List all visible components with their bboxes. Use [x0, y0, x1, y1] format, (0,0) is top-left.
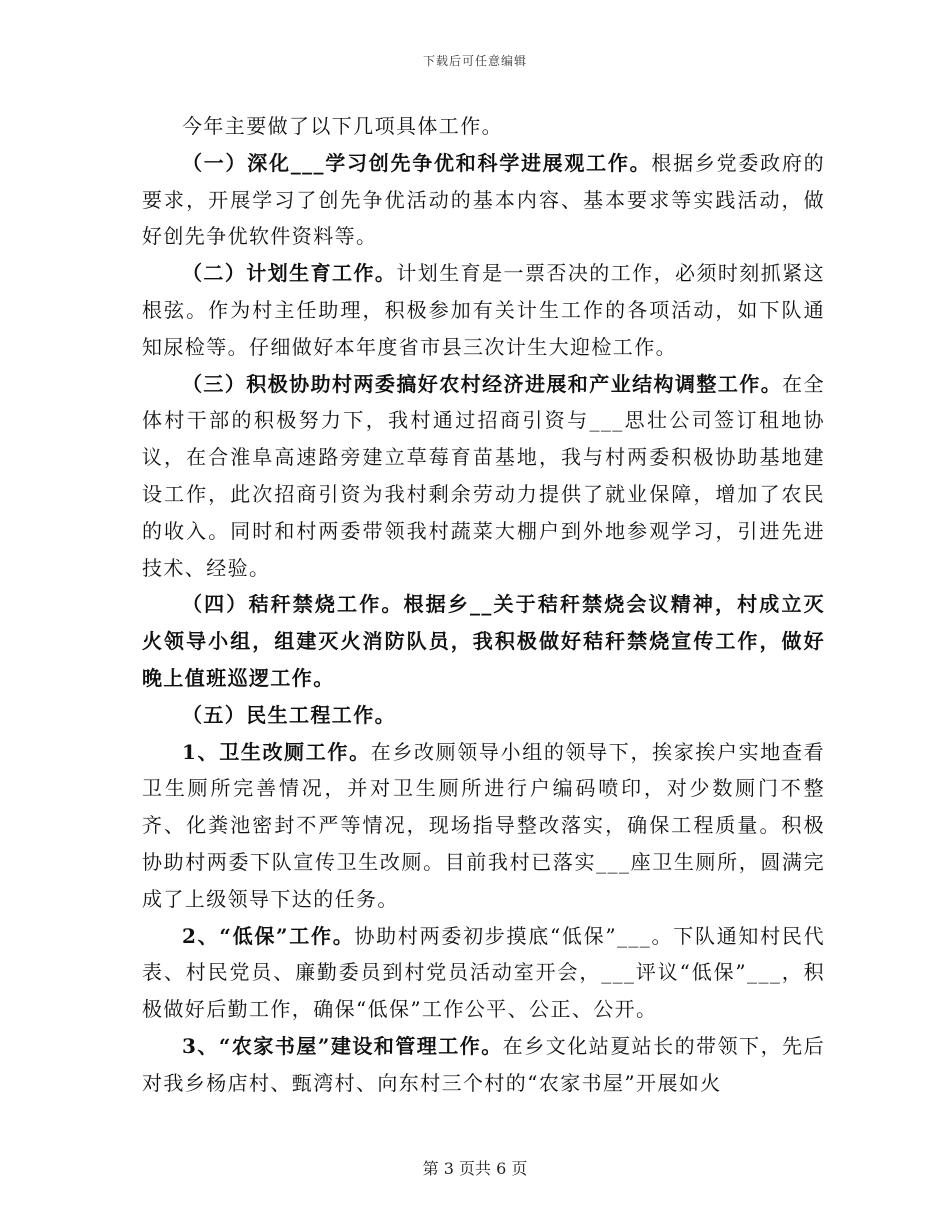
paragraph-section-5 [142, 697, 825, 734]
paragraph-section-3 [142, 366, 825, 587]
paragraph-section-2 [142, 255, 825, 365]
document-body [142, 108, 825, 1102]
paragraph-text: 今年主要做了以下几项具体工作。 [182, 114, 503, 138]
paragraph-heading: 2、“低保”工作。 [182, 923, 355, 948]
paragraph-text: 协助村两委初步摸底“低保”___。下队通知村民代表、村民党员、廉勤委员到村党员活动室开会，___评议“低保”___，积极做好后勤工作，确保“低保”工作公平、公正、公开。 [142, 923, 825, 1022]
paragraph-heading: （三）积极协助村两委搞好农村经济进展和产业结构调整工作。 [182, 371, 783, 396]
paragraph-section-1 [142, 145, 825, 255]
paragraph-text: 根据乡党委政府的要求，开展学习了创先争优活动的基本内容、基本要求等实践活动，做好创先争优软件资料等。 [142, 150, 826, 249]
paragraph-heading: （一）深化___学习创先争优和科学进展观工作。 [182, 150, 652, 175]
paragraph-section-4 [142, 586, 825, 696]
paragraph-item-3 [142, 1028, 825, 1102]
paragraph-text: 计划生育是一票否决的工作，必须时刻抓紧这根弦。作为村主任助理，积极参加有关计生工作的各项活动，如下队通知尿检等。仔细做好本年度省市县三次计生大迎检工作。 [142, 261, 826, 359]
paragraph-heading: 1、卫生改厕工作。 [182, 739, 371, 764]
paragraph-heading: （五）民生工程工作。 [182, 702, 396, 727]
header-note: 下载后可任意编辑 [422, 54, 527, 68]
paragraph-item-2 [142, 918, 825, 1028]
paragraph-text: 在全体村干部的积极努力下，我村通过招商引资与___思壮公司签订租地协议，在合淮阜高速路旁建立草莓育苗基地，我与村两委积极协助基地建设工作，此次招商引资为我村剩余劳动力提供了就业保障，增加了农民的收入。同时和村两委带领我村蔬菜大棚户到外地参观学习，引进先进技术、经验。 [142, 371, 825, 580]
paragraph-text: 在乡改厕领导小组的领导下，挨家挨户实地查看卫生厕所完善情况，并对卫生厕所进行户编码喷印，对少数厕门不整齐、化粪池密封不严等情况，现场指导整改落实，确保工程质量。积极协助村两委下队宣传卫生改厕。目前我村已落实___座卫生厕所，圆满完成了上级领导下达的任务。 [142, 739, 825, 911]
paragraph-heading: （二）计划生育工作。 [182, 261, 397, 286]
paragraph-heading: 3、“农家书屋”建设和管理工作。 [182, 1033, 503, 1058]
paragraph-intro [142, 108, 825, 145]
paragraph-item-1 [142, 734, 825, 918]
paragraph-text: 在乡文化站夏站长的带领下，先后对我乡杨店村、甄湾村、向东村三个村的“农家书屋”开展如火 [142, 1033, 825, 1095]
paragraph-heading: （四）秸秆禁烧工作。根据乡__关于秸秆禁烧会议精神，村成立灭火领导小组，组建灭火消防队员，我积极做好秸秆禁烧宣传工作，做好晚上值班巡逻工作。 [142, 592, 825, 690]
page-number: 第 3 页共 6 页 [422, 1159, 528, 1178]
